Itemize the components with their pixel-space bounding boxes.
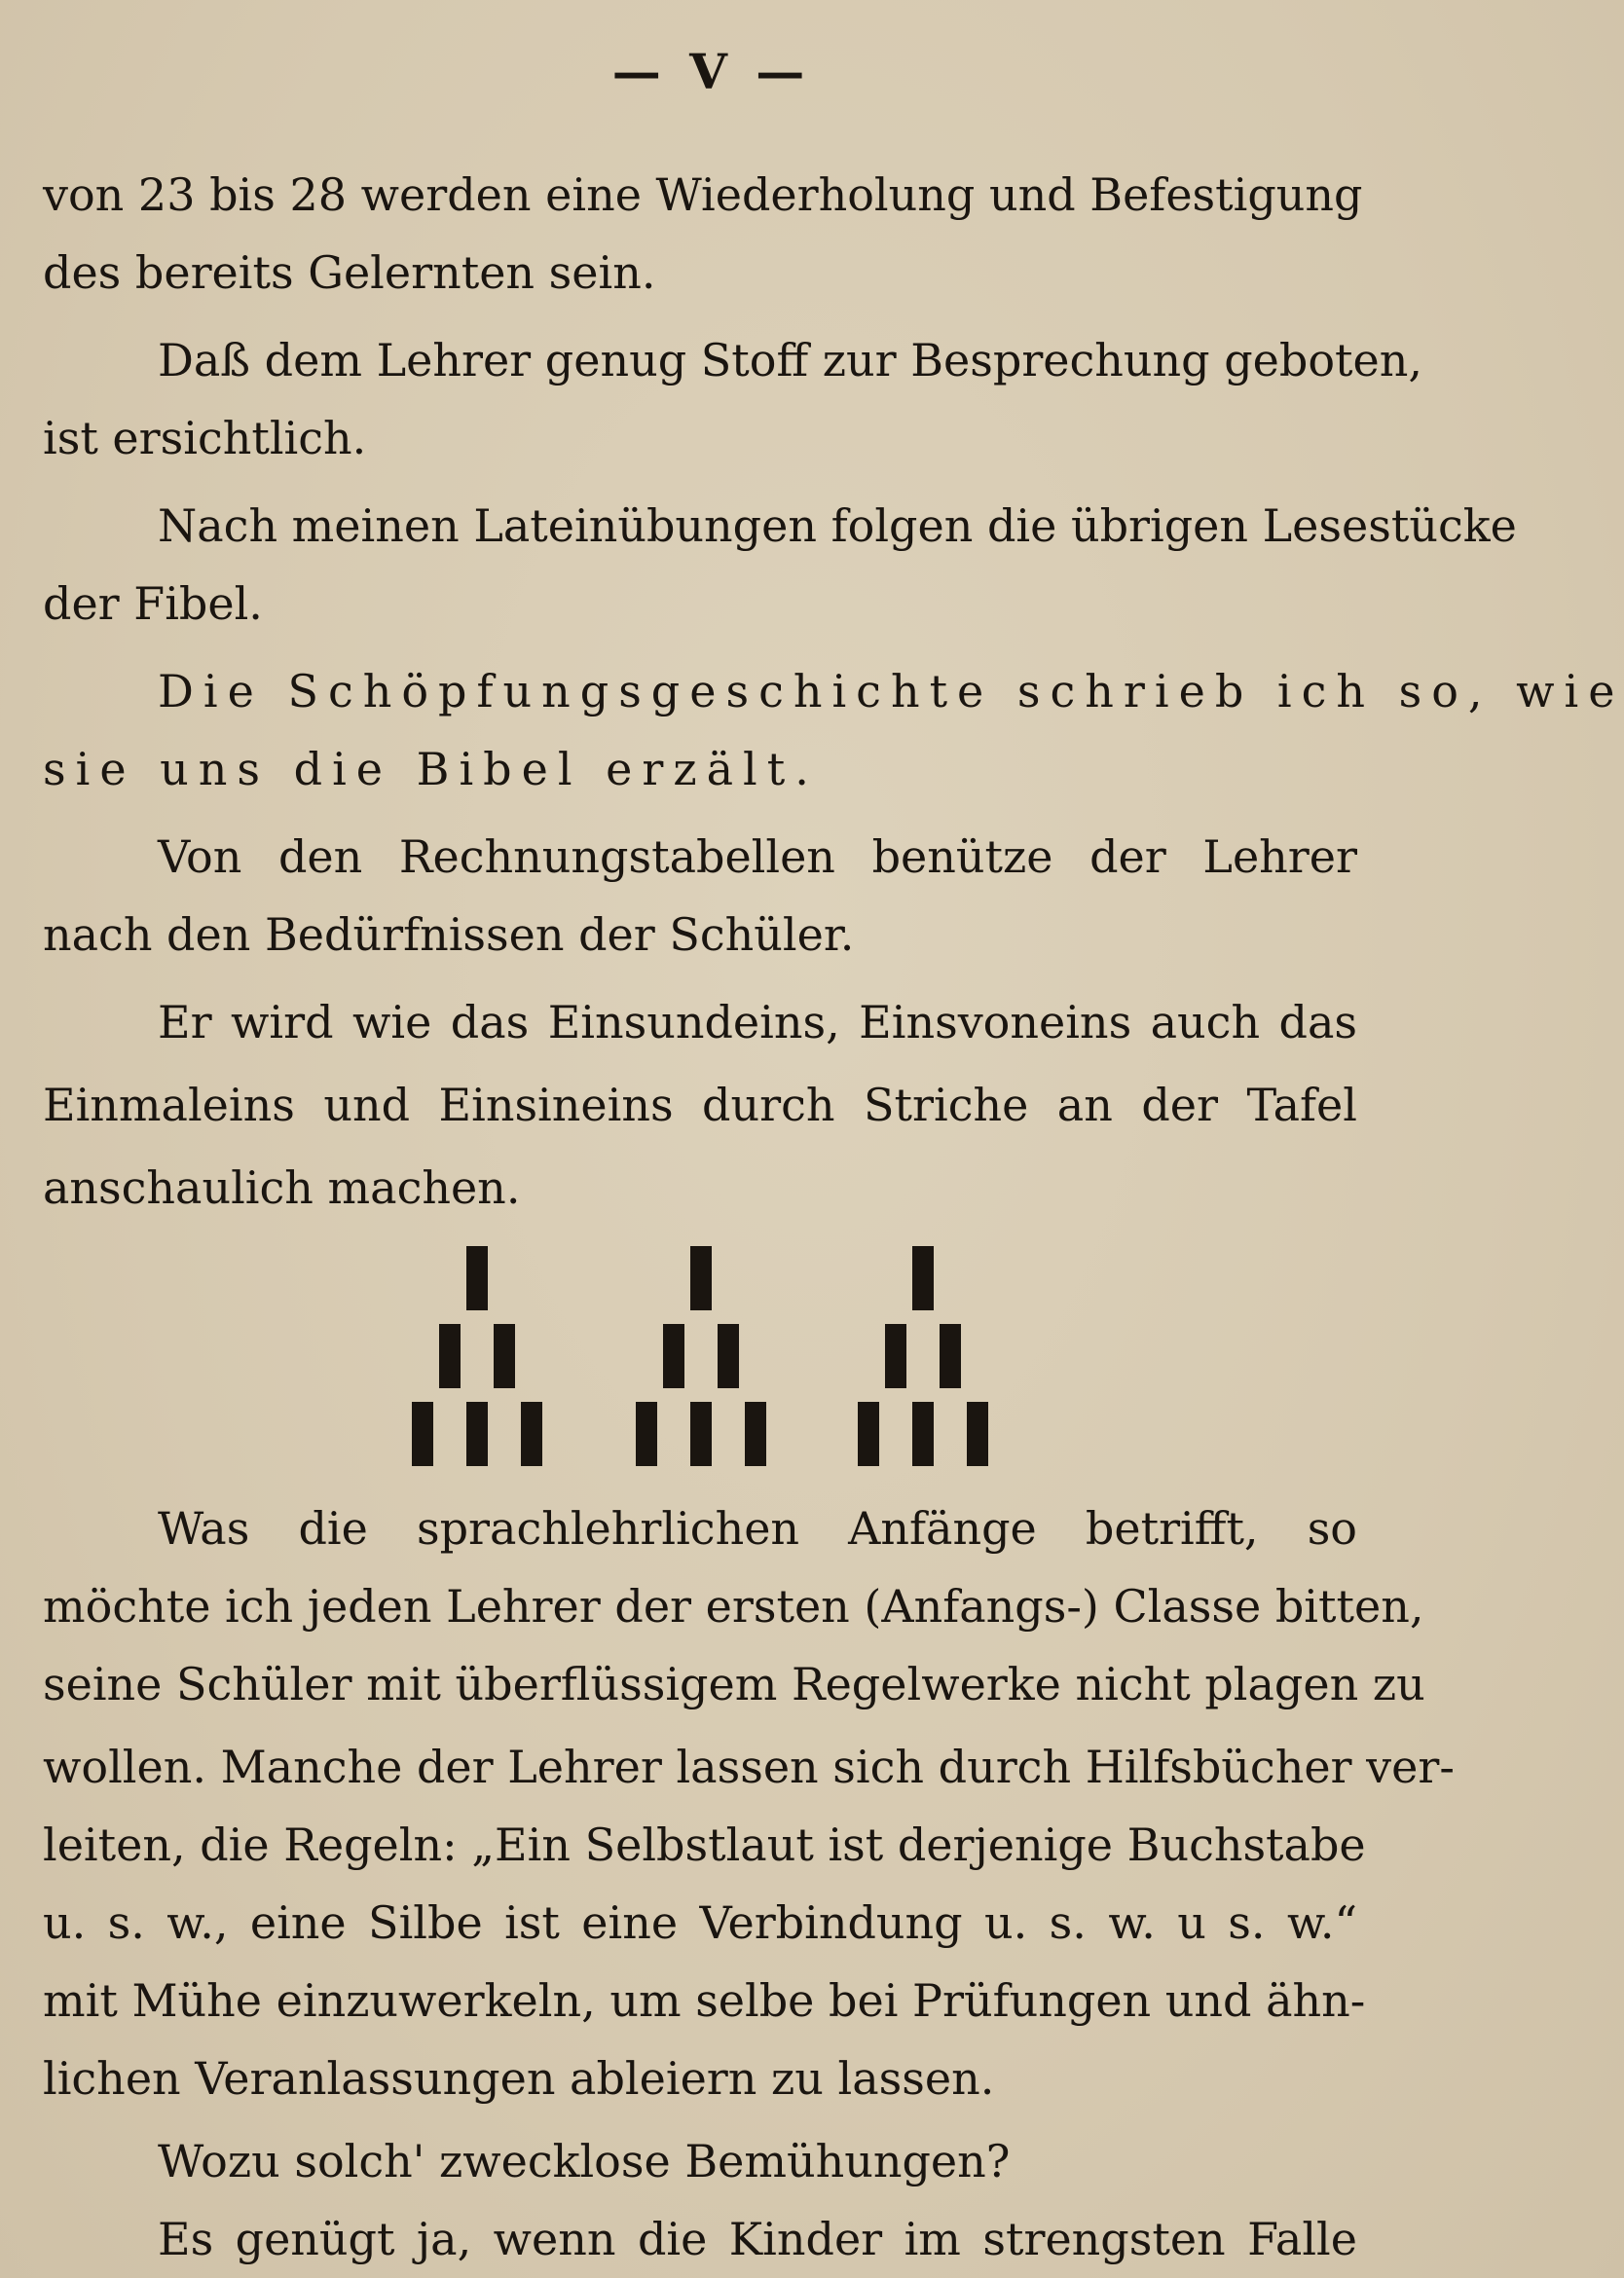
text-line: der Fibel.: [43, 577, 263, 630]
tally-stroke: [466, 1402, 488, 1466]
tally-stroke: [745, 1402, 766, 1466]
tally-stroke: [912, 1246, 934, 1310]
tally-stroke: [636, 1402, 657, 1466]
tally-stroke: [940, 1324, 961, 1388]
text-line: Es genügt ja, wenn die Kinder im strengsten Falle: [158, 2213, 1357, 2265]
tally-stroke: [521, 1402, 542, 1466]
text-line: mit Mühe einzuwerkeln, um selbe bei Prüfungen und ähn-: [43, 1974, 1366, 2027]
tally-stroke: [494, 1324, 515, 1388]
text-line: u. s. w., eine Silbe ist eine Verbindung u. s. w. u s. w.“: [43, 1896, 1357, 1949]
text-line: von 23 bis 28 werden eine Wiederholung und Befestigung: [43, 168, 1363, 221]
tally-strokes-svg: [399, 1244, 1022, 1473]
page-number-header: — V —: [611, 43, 811, 100]
tally-stroke: [885, 1324, 906, 1388]
tally-stroke: [690, 1246, 712, 1310]
tally-strokes-figure: [399, 1244, 1022, 1473]
text-line: Von den Rechnungstabellen benütze der Lehrer: [158, 830, 1357, 883]
tally-stroke: [663, 1324, 684, 1388]
tally-stroke: [690, 1402, 712, 1466]
tally-stroke: [466, 1246, 488, 1310]
text-line: möchte ich jeden Lehrer der ersten (Anfangs-) Classe bitten,: [43, 1580, 1424, 1633]
text-line: Was die sprachlehrlichen Anfänge betrifft, so: [158, 1502, 1357, 1555]
text-line: lichen Veranlassungen ableiern zu lassen.: [43, 2052, 995, 2105]
tally-stroke: [858, 1402, 879, 1466]
text-line: seine Schüler mit überflüssigem Regelwerke nicht plagen zu: [43, 1658, 1425, 1710]
text-line: Einmaleins und Einsineins durch Striche an der Tafel: [43, 1079, 1357, 1131]
text-line: sie uns die Bibel erzält.: [43, 743, 819, 795]
text-line: Er wird wie das Einsundeins, Einsvoneins auch das: [158, 996, 1357, 1048]
text-line: anschaulich machen.: [43, 1161, 521, 1214]
text-line: des bereits Gelernten sein.: [43, 246, 656, 299]
text-line: Wozu solch' zwecklose Bemühungen?: [158, 2135, 1011, 2187]
text-line: ist ersichtlich.: [43, 412, 367, 464]
text-line: Die Schöpfungsgeschichte schrieb ich so, wie: [158, 665, 1624, 717]
tally-stroke: [412, 1402, 433, 1466]
text-line: nach den Bedürfnissen der Schüler.: [43, 908, 855, 961]
text-line: wollen. Manche der Lehrer lassen sich durch Hilfsbücher ver-: [43, 1741, 1455, 1793]
text-line: Daß dem Lehrer genug Stoff zur Besprechung geboten,: [158, 334, 1423, 386]
tally-stroke: [439, 1324, 461, 1388]
tally-stroke: [718, 1324, 739, 1388]
text-line: Nach meinen Lateinübungen folgen die übrigen Lesestücke: [158, 499, 1517, 552]
tally-stroke: [967, 1402, 988, 1466]
text-line: leiten, die Regeln: „Ein Selbstlaut ist derjenige Buchstabe: [43, 1819, 1366, 1871]
tally-stroke: [912, 1402, 934, 1466]
